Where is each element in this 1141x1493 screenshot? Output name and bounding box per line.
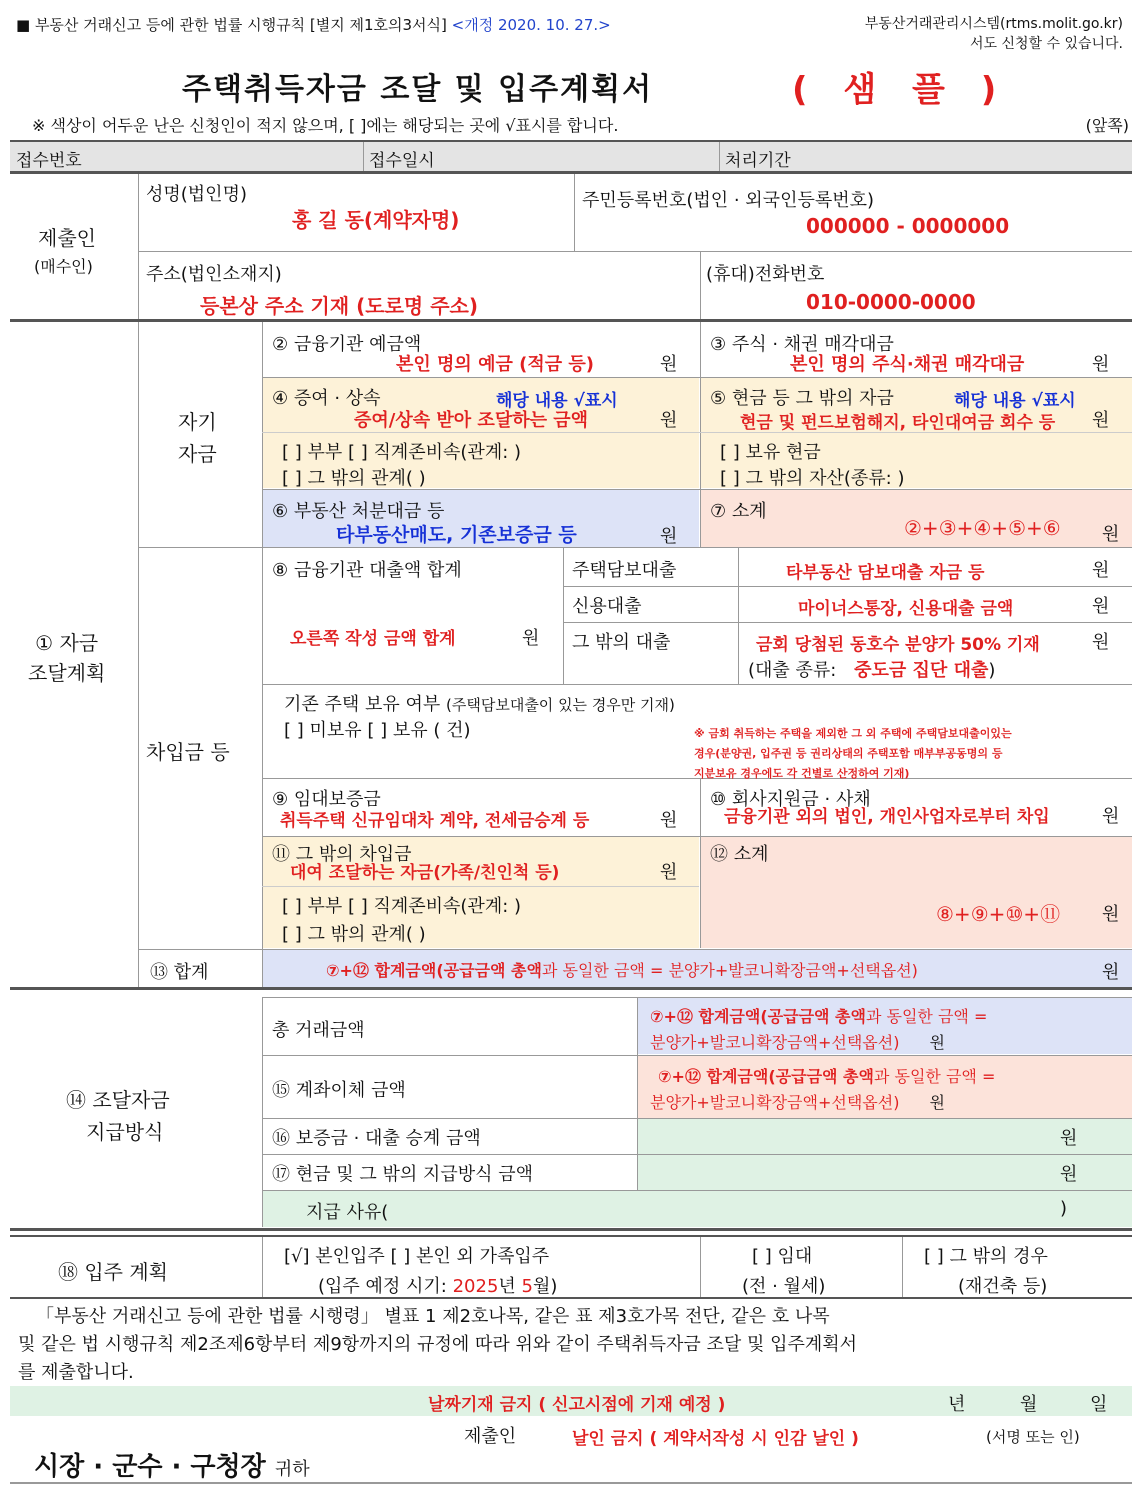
cash-hint: 해당 내용 √표시 [954, 391, 1076, 411]
move-in-label: ⑱ 입주 계획 [58, 1260, 168, 1284]
payment-reason-label: 지급 사유( [306, 1202, 389, 1223]
sign-label: (서명 또는 인) [986, 1428, 1080, 1446]
recipient-suffix: 귀하 [274, 1459, 310, 1480]
gift-hint: 해당 내용 √표시 [496, 391, 618, 411]
law-ref-text: ■ 부동산 거래신고 등에 관한 법률 시행규칙 [별지 제1호의3서식] [16, 16, 447, 34]
own-label-line1: 자기 [178, 410, 217, 434]
funding-label-line1: ① 자금 [35, 631, 99, 655]
site-line1: 부동산거래관리시스템(rtms.molit.go.kr) [864, 16, 1123, 32]
recipient [34, 1446, 310, 1483]
rrn-value: 000000 - 0000000 [806, 214, 1010, 238]
total-deal-won: 원 [929, 1033, 945, 1052]
subtotal1-label: ⑦ 소계 [710, 501, 767, 522]
mortgage-won: 원 [1092, 560, 1110, 581]
mortgage-value: 타부동산 담보대출 자금 등 [786, 563, 985, 583]
loan-type-prefix: (대출 종류: [748, 660, 837, 681]
own-label-line2: 자금 [178, 442, 217, 466]
site-line2: 서도 신청할 수 있습니다. [969, 36, 1123, 52]
recipient-title: 시장 · 군수 · 구청장 [34, 1452, 266, 1482]
buyer-label: (매수인) [34, 257, 93, 276]
other-borrow-value: 대여 조달하는 자금(가족/친인척 등) [290, 863, 560, 883]
corp-support-label: ⑩ 회사지원금 · 사채 [710, 789, 871, 810]
lease-deposit-won: 원 [660, 810, 678, 831]
loan-total-won: 원 [522, 628, 540, 649]
law-reference [16, 14, 611, 35]
fill-notice: ※ 색상이 어두운 난은 신청인이 적지 않으며, [ ]에는 해당되는 곳에 √표시를 합니다. [32, 116, 619, 135]
cash-label: ⑤ 현금 등 그 밖의 자금 [710, 388, 894, 409]
deposit-won: 원 [660, 354, 678, 375]
move-in-rent-option[interactable]: [ ] 임대 [752, 1246, 813, 1267]
house-note-line1: ※ 금회 취득하는 주택을 제외한 그 외 주택에 주택담보대출이있는 [694, 727, 1012, 740]
house-own-footnote [694, 724, 1012, 784]
seal-note: 날인 금지 ( 계약서작성 시 인감 날인 ) [572, 1429, 859, 1449]
credit-loan-won: 원 [1092, 596, 1110, 617]
subtotal2-label: ⑫ 소계 [710, 844, 769, 865]
payment-method-label [66, 1084, 170, 1148]
house-note-line3: 지분보유 경우에도 각 건별로 산정하여 기재) [694, 767, 910, 780]
cash-method-label: ⑰ 현금 및 그 밖의 지급방식 금액 [272, 1164, 533, 1185]
cash-won: 원 [1092, 410, 1110, 431]
funding-plan-label [28, 628, 105, 688]
submitter-label: 제출인 [38, 226, 96, 250]
total-label: ⑬ 합계 [150, 962, 209, 983]
realestate-label: ⑥ 부동산 처분대금 등 [272, 501, 445, 522]
sample-stamp: ( 샘 플 ) [792, 70, 1009, 110]
lease-deposit-value: 취득주택 신규임대차 계약, 전세금승계 등 [280, 811, 590, 831]
cash-option-other[interactable]: [ ] 그 밖의 자산(종류: ) [720, 468, 905, 489]
transfer-won: 원 [929, 1093, 945, 1112]
year-label: 년 [948, 1394, 966, 1415]
total-deal-label: 총 거래금액 [272, 1020, 365, 1041]
realestate-won: 원 [660, 526, 678, 547]
move-in-rent-note: (전 · 월세) [742, 1276, 826, 1297]
house-note-line2: 경우(분양권, 입주권 등 권리상태의 주택포함 매부부공동명의 등 [694, 747, 1003, 760]
corp-support-won: 원 [1102, 806, 1120, 827]
total-deal-value-part1: ⑦+⑫ 합계금액(공급금액 총액 [650, 1007, 866, 1026]
loan-type [748, 656, 995, 682]
realestate-value: 타부동산매도, 기존보증금 등 [336, 524, 577, 546]
receipt-row [10, 141, 1132, 171]
payment-label-line1: ⑭ 조달자금 [66, 1088, 170, 1112]
deposit-loan-label: ⑯ 보증금 · 대출 승계 금액 [272, 1128, 481, 1149]
stock-value: 본인 명의 주식·채권 매각대금 [790, 354, 1025, 375]
receipt-number-label: 접수번호 [16, 151, 82, 171]
total-deal-value-part2: 과 동일한 금액 = [865, 1007, 988, 1026]
move-in-self-option[interactable]: [√] 본인입주 [ ] 본인 외 가족입주 [284, 1246, 550, 1267]
house-own-label: 기존 주택 보유 여부 [284, 694, 441, 715]
stock-won: 원 [1092, 354, 1110, 375]
credit-loan-label: 신용대출 [572, 596, 642, 617]
other-borrow-won: 원 [660, 862, 678, 883]
corp-support-value: 금융기관 외의 법인, 개인사업자로부터 차입 [724, 807, 1050, 827]
lease-deposit-label: ⑨ 임대보증금 [272, 789, 381, 810]
total-value-part2: 과 동일한 금액 = 분양가+발코니확장금액+선택옵션) [541, 961, 918, 980]
total-deal-value-line2: 분양가+발코니확장금액+선택옵션) [650, 1033, 900, 1052]
borrowings-label: 차입금 등 [146, 740, 230, 764]
transfer-value-line2: 분양가+발코니확장금액+선택옵션) [650, 1093, 900, 1112]
loan-type-value: 중도금 집단 대출 [854, 660, 989, 681]
deposit-label: ② 금융기관 예금액 [272, 334, 422, 355]
total-value [326, 958, 918, 981]
mortgage-label: 주택담보대출 [572, 560, 677, 581]
address-value: 등본상 주소 기재 (도로명 주소) [200, 294, 478, 318]
deposit-loan-won: 원 [1060, 1128, 1078, 1149]
other-loan-won: 원 [1092, 632, 1110, 653]
funding-label-line2: 조달계획 [28, 661, 106, 685]
total-value-part1: ⑦+⑫ 합계금액(공급금액 총액 [326, 961, 542, 980]
address-label: 주소(법인소재지) [146, 264, 282, 285]
transfer-value-part2: 과 동일한 금액 = [873, 1067, 996, 1086]
total-won: 원 [1102, 962, 1120, 983]
deposit-value: 본인 명의 예금 (적금 등) [396, 354, 595, 375]
gift-option-relation[interactable]: [ ] 부부 [ ] 직계존비속(관계: ) [282, 442, 522, 463]
receipt-date-label: 접수일시 [369, 151, 435, 171]
move-in-date-prefix: (입주 예정 시기: [318, 1276, 447, 1297]
borrow-option-relation[interactable]: [ ] 부부 [ ] 직계존비속(관계: ) [282, 896, 522, 917]
move-in-month-unit: 월) [532, 1276, 558, 1297]
loan-total-label: ⑧ 금융기관 대출액 합계 [272, 560, 462, 581]
move-in-year-unit: 년 [498, 1276, 516, 1297]
transfer-label: ⑮ 계좌이체 금액 [272, 1080, 406, 1101]
cash-value: 현금 및 펀드보험해지, 타인대여금 회수 등 [740, 413, 1056, 433]
name-label: 성명(법인명) [146, 184, 247, 205]
stock-label: ③ 주식 · 채권 매각대금 [710, 334, 894, 355]
date-note: 날짜기재 금지 ( 신고시점에 기재 예정 ) [428, 1395, 726, 1415]
subtotal1-won: 원 [1102, 524, 1120, 545]
move-in-other-option[interactable]: [ ] 그 밖의 경우 [924, 1246, 1048, 1267]
gift-won: 원 [660, 410, 678, 431]
move-in-other-note: (재건축 등) [958, 1276, 1048, 1297]
move-in-year: 2025 [452, 1276, 499, 1297]
month-label: 월 [1020, 1394, 1038, 1415]
transfer-value [650, 1064, 995, 1116]
loan-total-value: 오른쪽 작성 금액 합계 [290, 629, 456, 649]
house-own-note: (주택담보대출이 있는 경우만 기재) [446, 696, 675, 714]
phone-value: 010-0000-0000 [806, 290, 976, 314]
gift-option-other[interactable]: [ ] 그 밖의 관계( ) [282, 468, 426, 489]
gift-value: 증여/상속 받아 조달하는 금액 [354, 410, 589, 431]
other-borrow-label: ⑪ 그 밖의 차입금 [272, 844, 412, 865]
cash-method-won: 원 [1060, 1164, 1078, 1185]
subtotal2-value: ⑧+⑨+⑩+⑪ [936, 902, 1061, 926]
house-own-options[interactable]: [ ] 미보유 [ ] 보유 ( 건) [284, 720, 471, 741]
processing-period-label: 처리기간 [725, 151, 791, 171]
site-notice [865, 14, 1123, 54]
gift-label: ④ 증여 · 상속 [272, 388, 381, 409]
statement-line3: 를 제출합니다. [18, 1362, 134, 1383]
cash-option-held[interactable]: [ ] 보유 현금 [720, 442, 821, 463]
house-ownership [284, 690, 675, 716]
credit-loan-value: 마이너스통장, 신용대출 금액 [798, 599, 1014, 619]
borrow-option-other[interactable]: [ ] 그 밖의 관계( ) [282, 924, 426, 945]
page-side: (앞쪽) [1085, 116, 1129, 135]
move-in-date [318, 1272, 557, 1298]
loan-type-suffix: ) [988, 660, 996, 681]
footer-submitter-label: 제출인 [464, 1426, 517, 1447]
payment-reason-close: ) [1060, 1198, 1068, 1219]
document-title: 주택취득자금 조달 및 입주계획서 [182, 72, 654, 107]
payment-label-line2: 지급방식 [86, 1120, 164, 1144]
other-loan-label: 그 밖의 대출 [572, 632, 671, 653]
total-deal-value [650, 1004, 987, 1056]
subtotal1-value: ②+③+④+⑤+⑥ [904, 516, 1061, 540]
statement-line2: 및 같은 법 시행규칙 제2조제6항부터 제9항까지의 규정에 따라 위와 같이 주택취득자금 조달 및 입주계획서 [18, 1334, 858, 1355]
statement-line1: 「부동산 거래신고 등에 관한 법률 시행령」 별표 1 제2호나목, 같은 표 제3호가목 전단, 같은 호 나목 [36, 1306, 830, 1327]
revision-text: <개정 2020. 10. 27.> [451, 16, 611, 34]
transfer-value-part1: ⑦+⑫ 합계금액(공급금액 총액 [658, 1067, 874, 1086]
move-in-month: 5 [521, 1276, 533, 1297]
other-loan-value: 금회 당첨된 동호수 분양가 50% 기재 [756, 635, 1040, 655]
subtotal2-won: 원 [1102, 904, 1120, 925]
name-value: 홍 길 동(계약자명) [292, 208, 460, 232]
day-label: 일 [1090, 1394, 1108, 1415]
rrn-label: 주민등록번호(법인 · 외국인등록번호) [582, 190, 875, 211]
own-funds-label [178, 406, 217, 470]
phone-label: (휴대)전화번호 [706, 264, 825, 285]
